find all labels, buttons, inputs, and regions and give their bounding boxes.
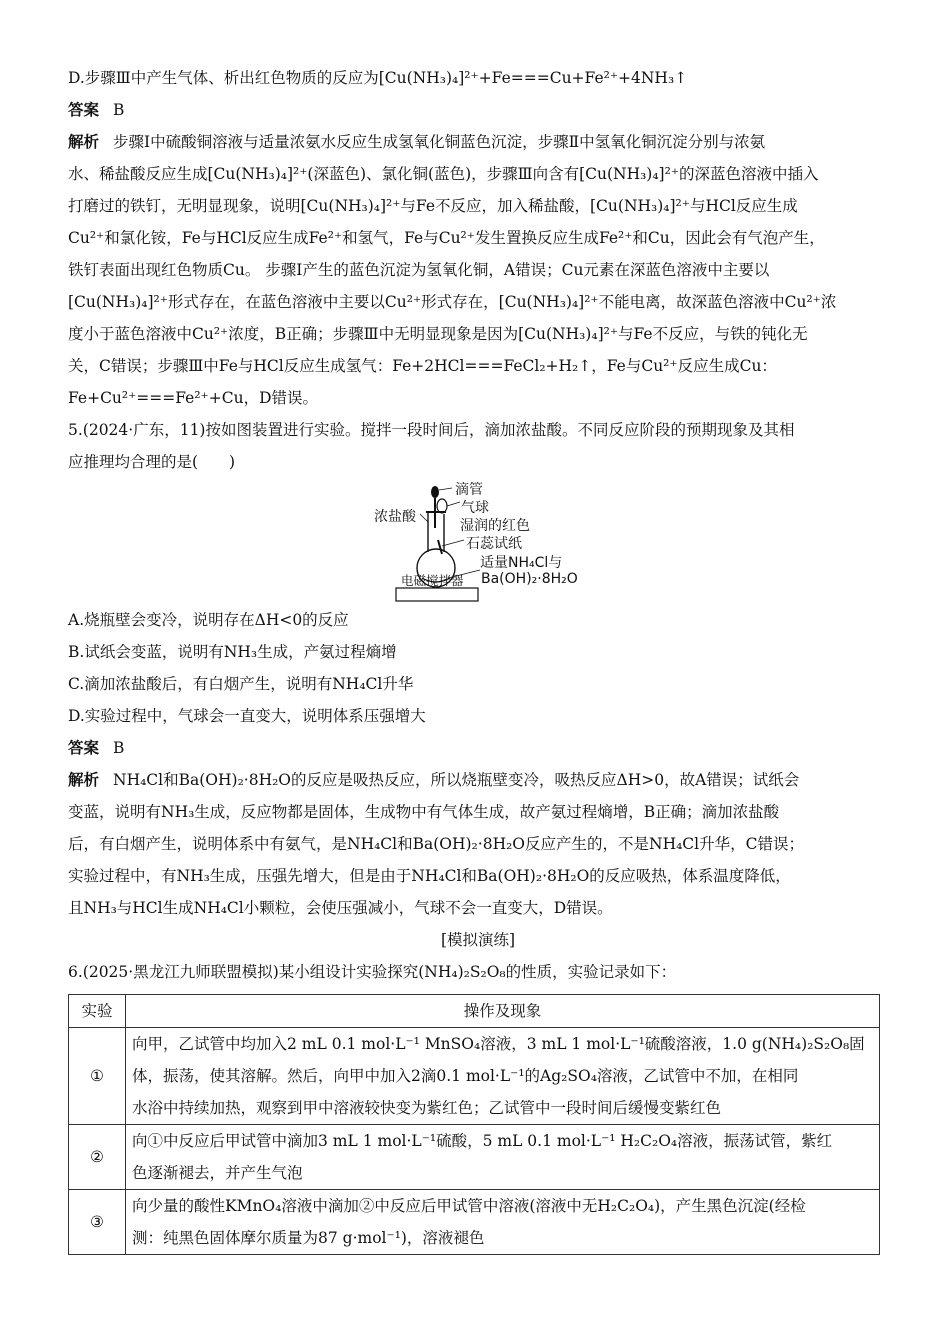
q4-analysis-line: 解析 步骤Ⅰ中硫酸铜溶液与适量浓氨水反应生成氢氧化铜蓝色沉淀，步骤Ⅱ中氢氧化铜沉淀分别与浓氨 [68, 133, 766, 151]
q5-stem: 应推理均合理的是( ) [68, 453, 236, 471]
answer-label: 答案 [68, 739, 100, 757]
experiment-table [68, 994, 880, 1255]
analysis-label: 解析 [68, 133, 100, 151]
table-row [69, 1125, 880, 1190]
section-title: [模拟演练] [440, 931, 516, 949]
header-operation: 操作及现象 [126, 995, 880, 1028]
q6-stem: 6.(2025·黑龙江九师联盟模拟)某小组设计实验探究(NH₄)₂S₂O₈的性质，实验记录如下： [68, 963, 677, 981]
q4-option-d: D.步骤Ⅲ中产生气体、析出红色物质的反应为[Cu(NH₃)₄]²⁺+Fe===Cu+Fe²⁺+4NH₃↑ [68, 69, 688, 87]
label-reagent-1: 适量NH₄Cl与 [480, 555, 563, 571]
q5-analysis-line: 实验过程中，有NH₃生成，压强先增大，但是由于NH₄Cl和Ba(OH)₂·8H₂O的反应吸热，体系温度降低， [68, 867, 791, 885]
apparatus-figure [68, 482, 888, 602]
q4-analysis-line: Cu²⁺和氯化铵，Fe与HCl反应生成Fe²⁺和氢气，Fe与Cu²⁺发生置换反应生成Fe²⁺和Cu，因此会有气泡产生， [68, 229, 825, 247]
q5-stem: 5.(2024·广东，11)按如图装置进行实验。搅拌一段时间后，滴加浓盐酸。不同反应阶段的预期现象及其相 [68, 421, 795, 439]
q5-option-b: B.试纸会变蓝，说明有NH₃生成，产氨过程熵增 [68, 643, 397, 661]
q5-analysis-line: 解析 NH₄Cl和Ba(OH)₂·8H₂O的反应是吸热反应，所以烧瓶壁变冷，吸热反应ΔH>0，故A错误；试纸会 [68, 771, 800, 789]
q5-option-a: A.烧瓶壁会变冷，说明存在ΔH<0的反应 [68, 611, 349, 629]
q4-analysis-line: [Cu(NH₃)₄]²⁺形式存在，在蓝色溶液中主要以Cu²⁺形式存在，[Cu(NH₃)₄]²⁺不能电离，故深蓝色溶液中Cu²⁺浓 [68, 293, 837, 311]
q4-analysis-line: 打磨过的铁钉，无明显现象，说明[Cu(NH₃)₄]²⁺与Fe不反应，加入稀盐酸，[Cu(NH₃)₄]²⁺与HCl反应生成 [68, 197, 798, 215]
q5-answer [68, 732, 888, 764]
q5-option-c: C.滴加浓盐酸后，有白烟产生，说明有NH₄Cl升华 [68, 675, 414, 693]
row-content: 向少量的酸性KMnO₄溶液中滴加②中反应后甲试管中溶液(溶液中无H₂C₂O₄)，产生黑色沉淀(经检 测：纯黑色固体摩尔质量为87 g·mol⁻¹)，溶液褪色 [126, 1190, 880, 1255]
header-experiment: 实验 [69, 995, 126, 1028]
q5-analysis-line: 后，有白烟产生，说明体系中有氨气，是NH₄Cl和Ba(OH)₂·8H₂O反应产生的，不是NH₄Cl升华，C错误； [68, 835, 804, 853]
row-content: 向①中反应后甲试管中滴加3 mL 1 mol·L⁻¹硫酸，5 mL 0.1 mol·L⁻¹ H₂C₂O₄溶液，振荡试管，紫红 色逐渐褪去，并产生气泡 [126, 1125, 880, 1190]
label-dropper: 滴管 [455, 482, 483, 498]
label-balloon: 气球 [461, 500, 489, 516]
row-number: ② [69, 1125, 126, 1190]
q4-analysis-line: 关，C错误；步骤Ⅲ中Fe与HCl反应生成氢气：Fe+2HCl===FeCl₂+H₂↑，Fe与Cu²⁺反应生成Cu： [68, 357, 777, 375]
q4-analysis-line: Fe+Cu²⁺===Fe²⁺+Cu，D错误。 [68, 389, 318, 407]
stirrer-box [396, 588, 478, 601]
dropper-bulb [431, 486, 439, 498]
row-content: 向甲，乙试管中均加入2 mL 0.1 mol·L⁻¹ MnSO₄溶液，3 mL 1 mol·L⁻¹硫酸溶液，1.0 g(NH₄)₂S₂O₈固 体，振荡，使其溶解。然后，向甲中加入2滴0.1 mol·L⁻¹的Ag₂SO₄溶液，乙试管中不加，在相同 水浴中持续加热，观察到甲中溶液较快变为紫红色；乙试管中一段时间后缓慢变紫红色 [126, 1028, 880, 1125]
document-page [68, 62, 888, 1255]
q4-answer [68, 94, 888, 126]
label-reagent-2: Ba(OH)₂·8H₂O [481, 571, 578, 587]
label-litmus-2: 石蕊试纸 [466, 536, 522, 552]
row-number: ③ [69, 1190, 126, 1255]
q4-analysis-line: 度小于蓝色溶液中Cu²⁺浓度，B正确；步骤Ⅲ中无明显现象是因为[Cu(NH₃)₄]²⁺与Fe不反应，与铁的钝化无 [68, 325, 808, 343]
balloon [437, 499, 447, 513]
q5-option-d: D.实验过程中，气球会一直变大，说明体系压强增大 [68, 707, 426, 725]
analysis-label: 解析 [68, 771, 100, 789]
answer-value: B [113, 101, 125, 119]
q5-analysis-line: 变蓝，说明有NH₃生成，反应物都是固体，生成物中有气体生成，故产氨过程熵增，B正确；滴加浓盐酸 [68, 803, 780, 821]
label-acid: 浓盐酸 [374, 509, 416, 525]
answer-value: B [113, 739, 125, 757]
answer-label: 答案 [68, 101, 100, 119]
label-stirrer: 电磁搅拌器 [401, 573, 464, 588]
litmus-paper [438, 540, 442, 554]
q4-analysis-line: 铁钉表面出现红色物质Cu。 步骤Ⅰ产生的蓝色沉淀为氢氧化铜，A错误；Cu元素在深蓝色溶液中主要以 [68, 261, 770, 279]
table-row [69, 1028, 880, 1125]
row-number: ① [69, 1028, 126, 1125]
table-row [69, 1190, 880, 1255]
q5-analysis-line: 且NH₃与HCl生成NH₄Cl小颗粒，会使压强减小，气球不会一直变大，D错误。 [68, 899, 613, 917]
label-litmus-1: 湿润的红色 [460, 518, 530, 534]
table-header-row [69, 995, 880, 1028]
q4-analysis-line: 水、稀盐酸反应生成[Cu(NH₃)₄]²⁺(深蓝色)、氯化铜(蓝色)，步骤Ⅲ向含有[Cu(NH₃)₄]²⁺的深蓝色溶液中插入 [68, 165, 819, 183]
